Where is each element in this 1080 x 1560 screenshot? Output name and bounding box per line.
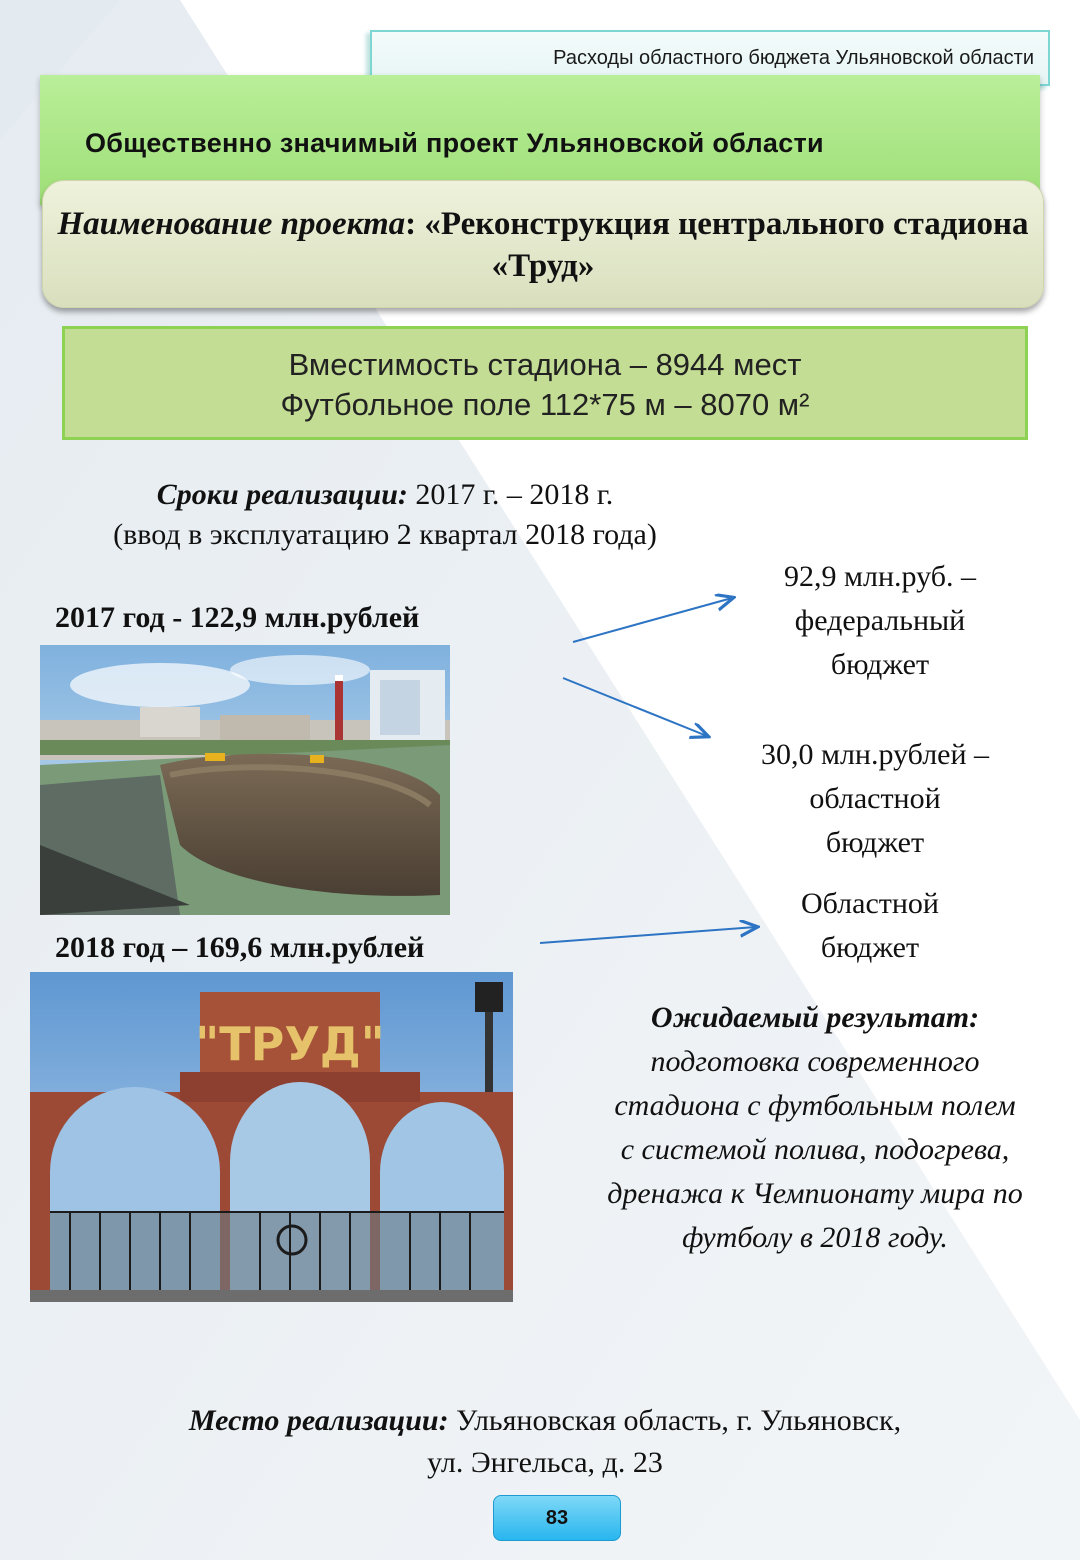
funding-2018: 2018 год – 169,6 млн.рублей <box>55 931 425 964</box>
place-value: Ульяновская область, г. Ульяновск, <box>448 1404 902 1437</box>
result-line-4: дренажа к Чемпионату мира по <box>607 1177 1023 1210</box>
regional-2018-line-2: бюджет <box>820 931 920 964</box>
regional-line-2: областной <box>809 782 941 815</box>
federal-line-3: бюджет <box>830 648 930 681</box>
place-block <box>100 1400 990 1484</box>
capacity-box <box>62 326 1028 440</box>
regional-2018-line-1: Областной <box>800 887 939 920</box>
result-line-5: футболу в 2018 году. <box>682 1221 948 1254</box>
section-header-title: Расходы областного бюджета Ульяновской области <box>553 46 1034 69</box>
regional-line-3: бюджет <box>825 826 925 859</box>
place-label: Место реализации: <box>188 1404 449 1437</box>
stadium-gate-photo <box>30 972 513 1302</box>
project-name-label: Наименование проекта <box>57 206 406 242</box>
capacity-line-1: Вместимость стадиона – 8944 мест <box>288 347 802 382</box>
federal-budget-note <box>720 555 1040 687</box>
result-line-2: стадиона с футбольным полем <box>614 1089 1016 1122</box>
terms-label: Сроки реализации: <box>156 478 408 511</box>
result-label: Ожидаемый результат: <box>650 1001 980 1034</box>
regional-line-1: 30,0 млн.рублей – <box>760 738 990 771</box>
terms-note: (ввод в эксплуатацию 2 квартал 2018 года) <box>113 518 657 551</box>
terms-block <box>40 475 730 555</box>
construction-photo <box>40 645 450 915</box>
place-line-2: ул. Энгельса, д. 23 <box>427 1446 663 1479</box>
banner-title: Общественно значимый проект Ульяновской области <box>85 128 824 158</box>
regional-budget-note <box>705 733 1045 865</box>
federal-line-1: 92,9 млн.руб. – <box>784 560 976 593</box>
funding-2017: 2017 год - 122,9 млн.рублей <box>55 601 420 634</box>
expected-result <box>555 996 1075 1260</box>
regional-2018-note <box>720 882 1020 970</box>
project-name-value: : «Реконструкция центрального стадиона «Труд» <box>405 206 1029 284</box>
page-number: 83 <box>493 1495 621 1541</box>
result-line-1: подготовка современного <box>650 1045 980 1078</box>
gate-sign-text: "ТРУД" <box>195 1017 385 1071</box>
capacity-line-2: Футбольное поле 112*75 м – 8070 м² <box>280 387 810 422</box>
result-line-3: с системой полива, подогрева, <box>620 1133 1010 1166</box>
federal-line-2: федеральный <box>794 604 966 637</box>
project-name-box <box>42 180 1044 308</box>
terms-value: 2017 г. – 2018 г. <box>407 478 614 511</box>
